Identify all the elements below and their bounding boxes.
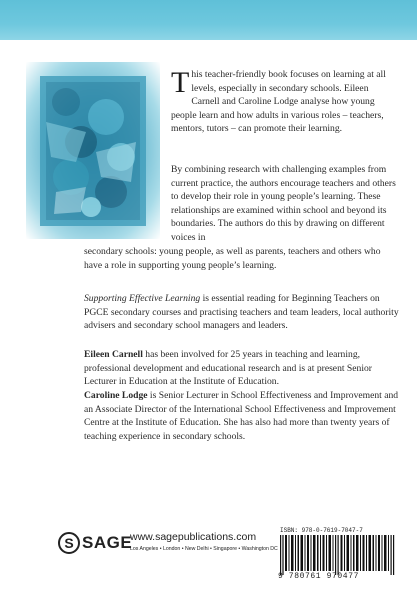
sage-logo — [58, 532, 132, 554]
bio-text-lodge: is Senior Lecturer in School Effectiveness and Improvement and an Associate Director of the International School Effectiveness and Improvement Centre at the Institute of Education. She has also had more than twenty years of teaching experience in secondary schools. — [84, 390, 399, 442]
sage-logo-word: SAGE — [82, 533, 133, 552]
publisher-website: www.sagepublications.com — [130, 531, 257, 543]
barcode — [280, 535, 395, 575]
isbn-label: ISBN: 978-0-7619-7047-7 — [280, 527, 363, 534]
audience-paragraph — [84, 292, 400, 333]
research-paragraph — [171, 163, 399, 245]
author-name-lodge: Caroline Lodge — [84, 390, 148, 401]
research-text-continued: secondary schools: young people, as well as parents, teachers and others who have a role in supporting young people’s learning. — [84, 246, 381, 271]
audience-text: is essential reading for Beginning Teachers on PGCE secondary courses and practising teachers and team leaders, local authority advisers and secondary school managers and leaders. — [84, 293, 399, 332]
intro-text: his teacher-friendly book focuses on learning at all levels, especially in secondary schools. Eileen Carnell and Caroline Lodge analyse how young people learn and how adults in various roles – teachers, mentors, tutors – can promote their learning. — [171, 69, 386, 135]
barcode-number: 9 780761 970477 — [278, 572, 360, 581]
cover-art-image — [26, 62, 160, 239]
sage-logo-mark: S — [58, 532, 80, 554]
book-title: Supporting Effective Learning — [84, 293, 201, 304]
top-color-band — [0, 0, 417, 40]
research-text: By combining research with challenging examples from current practice, the authors encourage teachers and others to develop their role in young people’s learning. These relationships are examined within school and beyond its boundaries. The authors do this by drawing on different voices in — [171, 164, 396, 243]
author-bio-carnell — [84, 348, 400, 389]
author-name-carnell: Eileen Carnell — [84, 349, 143, 360]
intro-paragraph — [171, 68, 399, 136]
drop-cap: T — [171, 66, 190, 99]
bio-text-carnell: has been involved for 25 years in teaching and learning, professional development and educational research and is at present Senior Lecturer in Education at the Institute of Education. — [84, 349, 372, 388]
publisher-cities: Los Angeles • London • New Delhi • Singapore • Washington DC — [130, 546, 278, 552]
research-paragraph-continued — [84, 245, 400, 272]
author-bio-lodge — [84, 389, 400, 443]
